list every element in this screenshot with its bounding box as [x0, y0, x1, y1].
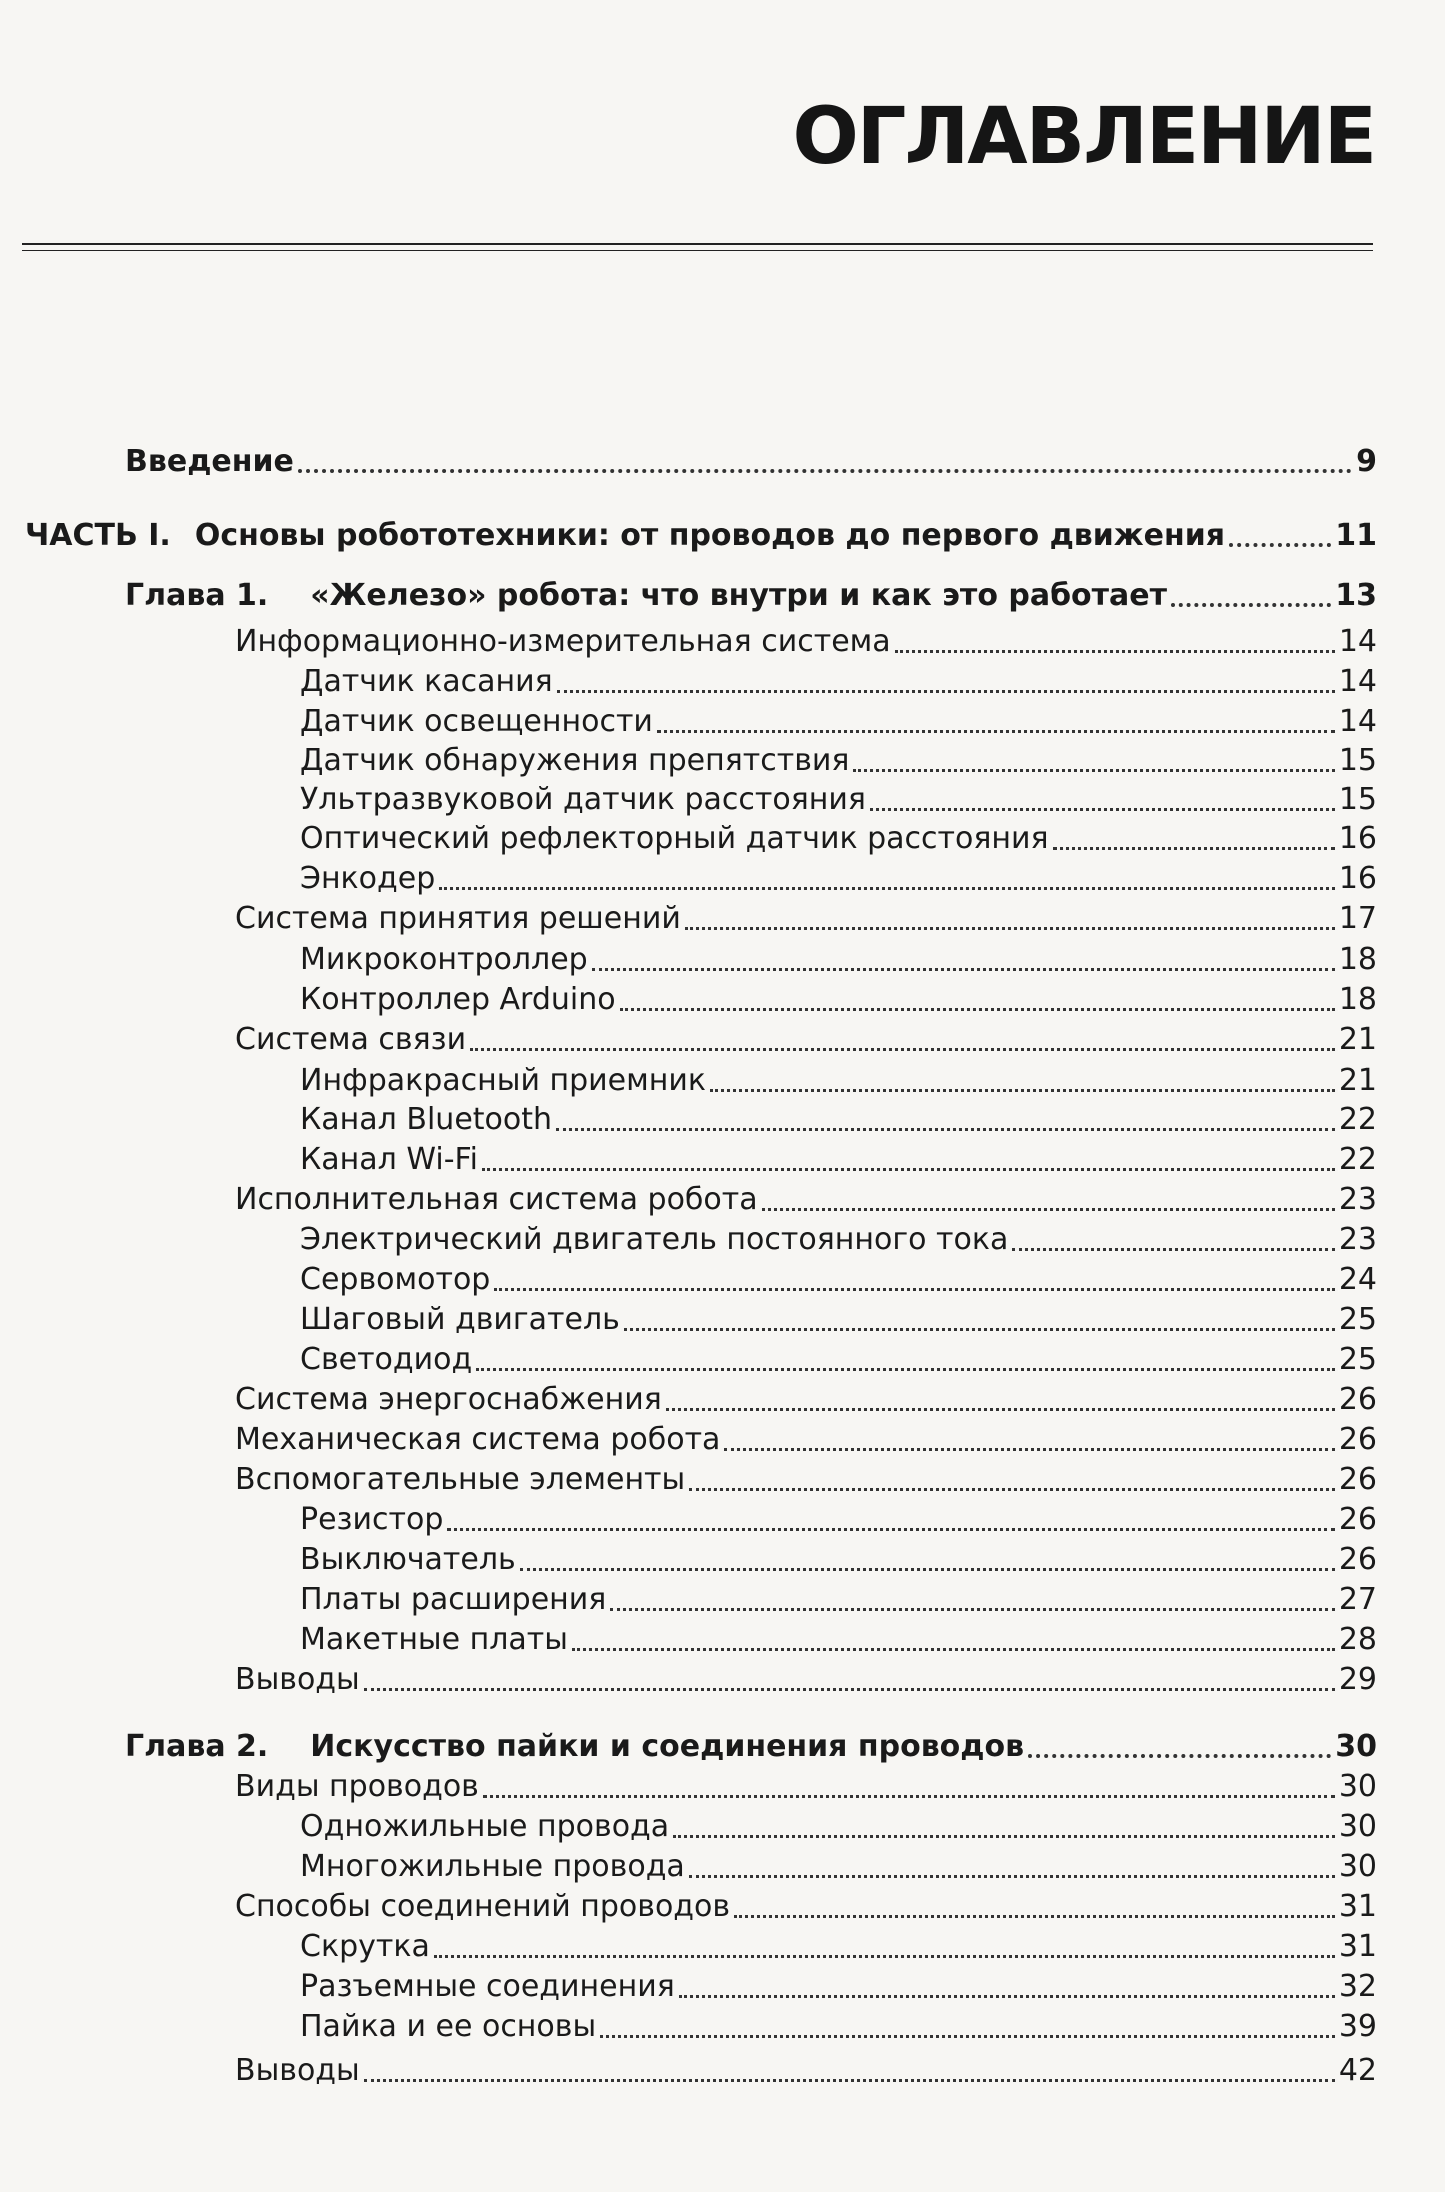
toc-entry-page: 9 [1356, 444, 1377, 479]
toc-entry-page: 29 [1338, 1662, 1377, 1697]
toc-entry[interactable] [235, 900, 1377, 938]
toc-entry-label: Резистор [300, 1502, 444, 1537]
toc-entry-page: 14 [1338, 704, 1377, 739]
toc-entry[interactable] [25, 517, 1377, 555]
toc-entry-label: Сервомотор [300, 1262, 491, 1297]
toc-entry[interactable] [235, 623, 1377, 661]
toc-entry-page: 42 [1338, 2053, 1377, 2088]
toc-entry[interactable] [235, 1181, 1377, 1219]
toc-entry-label: Канал Wi-Fi [300, 1142, 478, 1177]
dot-leader [520, 1568, 1335, 1571]
toc-entry[interactable] [235, 1768, 1377, 1806]
dot-leader [556, 1128, 1335, 1131]
toc-entry[interactable] [235, 1888, 1377, 1926]
toc-entry-label: Электрический двигатель постоянного тока [300, 1222, 1009, 1257]
toc-entry-page: 39 [1338, 2009, 1377, 2044]
toc-entry[interactable] [125, 1728, 1377, 1766]
toc-entry-page: 11 [1335, 518, 1377, 553]
toc-entry-page: 23 [1338, 1222, 1377, 1257]
toc-entry-label: Макетные платы [300, 1622, 568, 1657]
toc-entry[interactable] [300, 941, 1377, 979]
toc-entry-page: 28 [1338, 1622, 1377, 1657]
toc-entry-page: 30 [1338, 1769, 1377, 1804]
dot-leader [1028, 1754, 1331, 1758]
toc-entry[interactable] [300, 1848, 1377, 1886]
toc-entry[interactable] [300, 1261, 1377, 1299]
dot-leader [1053, 847, 1335, 850]
toc-entry-page: 26 [1338, 1462, 1377, 1497]
toc-entry-label: Микроконтроллер [300, 942, 588, 977]
dot-leader [610, 1608, 1334, 1611]
dot-leader [673, 1835, 1335, 1838]
toc-entry[interactable] [300, 1301, 1377, 1339]
toc-entry[interactable] [125, 443, 1377, 481]
toc-entry[interactable] [300, 1501, 1377, 1539]
dot-leader [657, 730, 1335, 733]
dot-leader [483, 1795, 1335, 1798]
toc-entry-label: Энкодер [300, 861, 436, 896]
toc-entry-page: 31 [1338, 1929, 1377, 1964]
dot-leader [364, 1688, 1335, 1691]
toc-entry-label: Механическая система робота [235, 1422, 721, 1457]
toc-entry-label: Введение [125, 444, 294, 479]
toc-entry-label [125, 1728, 1024, 1766]
toc-entry-page: 30 [1335, 1729, 1377, 1764]
dot-leader [689, 1875, 1335, 1878]
toc-entry[interactable] [300, 820, 1377, 858]
toc-entry[interactable] [300, 1808, 1377, 1846]
dot-leader [1012, 1248, 1334, 1251]
toc-entry-page: 16 [1338, 861, 1377, 896]
page-title: ОГЛАВЛЕНИЕ [792, 92, 1375, 182]
toc-entry-page: 27 [1338, 1582, 1377, 1617]
toc-entry-page: 25 [1338, 1342, 1377, 1377]
dot-leader [679, 1995, 1335, 1998]
toc-entry[interactable] [300, 703, 1377, 741]
toc-entry-label: Разъемные соединения [300, 1969, 675, 2004]
toc-entry-page: 24 [1338, 1262, 1377, 1297]
toc-entry-title: «Железо» робота: что внутри и как это работает [310, 578, 1168, 613]
toc-entry-page: 26 [1338, 1542, 1377, 1577]
toc-entry-title: Искусство пайки и соединения проводов [310, 1729, 1025, 1764]
dot-leader [434, 1955, 1335, 1958]
toc-entry-label: Канал Bluetooth [300, 1102, 553, 1137]
toc-entry-page: 25 [1338, 1302, 1377, 1337]
toc-entry-page: 14 [1338, 624, 1377, 659]
toc-entry[interactable] [125, 577, 1377, 615]
toc-entry[interactable] [300, 781, 1377, 819]
toc-entry-label: Система энергоснабжения [235, 1382, 662, 1417]
toc-entry-page: 18 [1338, 942, 1377, 977]
dot-leader [494, 1288, 1334, 1291]
dot-leader [364, 2079, 1335, 2082]
title-rule [22, 243, 1373, 251]
toc-entry-label: Платы расширения [300, 1582, 607, 1617]
toc-entry[interactable] [300, 2008, 1377, 2046]
toc-entry-label: Пайка и ее основы [300, 2009, 597, 2044]
dot-leader [298, 469, 1352, 473]
toc-entry[interactable] [235, 1381, 1377, 1419]
dot-leader [600, 2035, 1335, 2038]
dot-leader [895, 650, 1335, 653]
toc-entry-label: Датчик касания [300, 664, 553, 699]
toc-entry-label: Выводы [235, 2053, 360, 2088]
toc-entry-label: Датчик обнаружения препятствия [300, 743, 850, 778]
toc-entry[interactable] [235, 1421, 1377, 1459]
toc-entry[interactable] [300, 1968, 1377, 2006]
toc-entry[interactable] [300, 1062, 1377, 1100]
dot-leader [482, 1168, 1335, 1171]
toc-entry[interactable] [300, 1341, 1377, 1379]
toc-entry[interactable] [300, 860, 1377, 898]
dot-leader [853, 769, 1334, 772]
dot-leader [470, 1048, 1335, 1051]
toc-entry-page: 15 [1338, 743, 1377, 778]
toc-entry[interactable] [300, 1928, 1377, 1966]
toc-entry-label: Оптический рефлекторный датчик расстояния [300, 821, 1049, 856]
toc-entry[interactable] [300, 1581, 1377, 1619]
toc-entry[interactable] [300, 663, 1377, 701]
dot-leader [620, 1008, 1335, 1011]
toc-entry-label: Способы соединений проводов [235, 1889, 731, 1924]
toc-entry-page: 17 [1338, 901, 1377, 936]
toc-entry-label: Вспомогательные элементы [235, 1462, 686, 1497]
dot-leader [624, 1328, 1335, 1331]
toc-entry-number: Глава 1. [125, 578, 269, 613]
toc-entry-label: Светодиод [300, 1342, 473, 1377]
toc-entry-page: 22 [1338, 1142, 1377, 1177]
toc-entry-page: 32 [1338, 1969, 1377, 2004]
dot-leader [1229, 543, 1331, 547]
toc-entry-label: Датчик освещенности [300, 704, 653, 739]
toc-entry-label: Выводы [235, 1662, 360, 1697]
toc-entry-label: Инфракрасный приемник [300, 1063, 706, 1098]
dot-leader [870, 808, 1335, 811]
toc-entry-label: Выключатель [300, 1542, 516, 1577]
dot-leader [557, 690, 1335, 693]
dot-leader [1171, 603, 1331, 607]
toc-entry-label: Информационно-измерительная система [235, 624, 891, 659]
toc-entry-page: 30 [1338, 1809, 1377, 1844]
toc-entry-page: 16 [1338, 821, 1377, 856]
toc-entry-page: 31 [1338, 1889, 1377, 1924]
dot-leader [724, 1448, 1334, 1451]
toc-entry[interactable] [300, 1221, 1377, 1259]
toc-entry-page: 15 [1338, 782, 1377, 817]
toc-entry[interactable] [235, 1661, 1377, 1699]
toc-entry-label: Контроллер Arduino [300, 982, 616, 1017]
toc-entry-page: 14 [1338, 664, 1377, 699]
dot-leader [762, 1208, 1335, 1211]
toc-entry-label: Виды проводов [235, 1769, 479, 1804]
toc-entry-label: Исполнительная система робота [235, 1182, 758, 1217]
toc-entry-label: Система принятия решений [235, 901, 681, 936]
toc-entry[interactable] [235, 2052, 1377, 2090]
dot-leader [439, 887, 1335, 890]
toc-entry[interactable] [300, 981, 1377, 1019]
toc-entry-page: 26 [1338, 1382, 1377, 1417]
dot-leader [476, 1368, 1335, 1371]
dot-leader [592, 968, 1335, 971]
toc-entry-page: 21 [1338, 1063, 1377, 1098]
toc-entry-label: Скрутка [300, 1929, 430, 1964]
toc-entry[interactable] [300, 1621, 1377, 1659]
toc-entry-label [125, 577, 1167, 615]
toc-entry-label: Многожильные провода [300, 1849, 685, 1884]
toc-entry-page: 18 [1338, 982, 1377, 1017]
toc-entry[interactable] [300, 742, 1377, 780]
toc-entry[interactable] [300, 1101, 1377, 1139]
dot-leader [447, 1528, 1334, 1531]
toc-entry-number: Глава 2. [125, 1729, 269, 1764]
toc-entry-page: 26 [1338, 1502, 1377, 1537]
dot-leader [710, 1089, 1335, 1092]
dot-leader [689, 1488, 1335, 1491]
toc-entry-page: 13 [1335, 578, 1377, 613]
toc-entry-label: Система связи [235, 1022, 467, 1057]
toc-entry[interactable] [235, 1461, 1377, 1499]
toc-entry-label: Шаговый двигатель [300, 1302, 620, 1337]
toc-entry[interactable] [300, 1141, 1377, 1179]
toc-entry-page: 21 [1338, 1022, 1377, 1057]
toc-entry-label: Ультразвуковой датчик расстояния [300, 782, 866, 817]
toc-entry-title: Основы робототехники: от проводов до первого движения [194, 518, 1226, 553]
toc-entry-label: Одножильные провода [300, 1809, 670, 1844]
toc-entry-page: 22 [1338, 1102, 1377, 1137]
dot-leader [572, 1648, 1335, 1651]
toc-entry-page: 26 [1338, 1422, 1377, 1457]
toc-entry-page: 30 [1338, 1849, 1377, 1884]
toc-entry[interactable] [300, 1541, 1377, 1579]
dot-leader [685, 927, 1335, 930]
toc-entry-number: ЧАСТЬ I. [25, 518, 171, 553]
dot-leader [666, 1408, 1335, 1411]
toc-entry-page: 23 [1338, 1182, 1377, 1217]
dot-leader [734, 1915, 1335, 1918]
toc-entry[interactable] [235, 1021, 1377, 1059]
toc-entry-label [25, 517, 1225, 555]
